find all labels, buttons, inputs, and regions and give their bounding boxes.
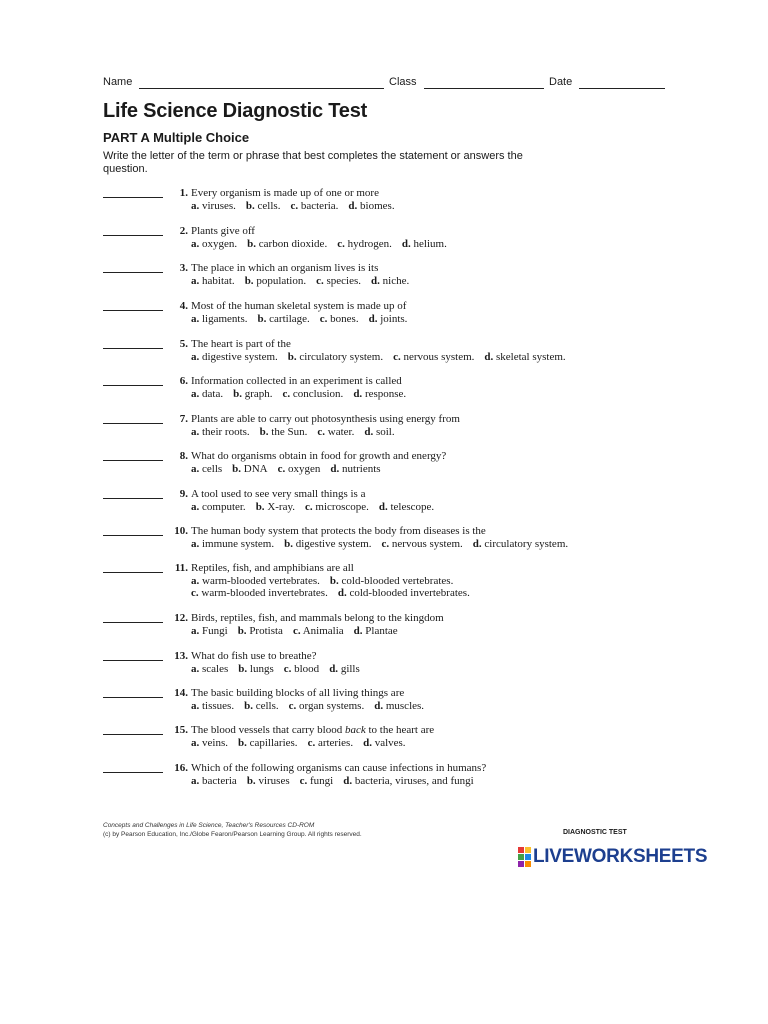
footer — [103, 821, 362, 839]
option-text: bones. — [330, 313, 359, 325]
answer-option — [191, 587, 328, 599]
question-text: The human body system that protects the body from diseases is the — [191, 525, 486, 537]
answer-blank[interactable] — [103, 385, 163, 386]
option-text: Protista — [249, 625, 283, 637]
option-letter: a. — [191, 463, 200, 475]
option-text: bacteria — [202, 775, 237, 787]
question-number: 9. — [179, 488, 188, 500]
question-number: 15. — [174, 724, 188, 736]
part-heading: PART A Multiple Choice — [103, 130, 250, 145]
answer-blank[interactable] — [103, 622, 163, 623]
option-letter: d. — [343, 775, 353, 787]
answer-option — [353, 388, 406, 400]
answer-option — [371, 275, 409, 287]
option-text: species. — [326, 275, 362, 287]
option-letter: a. — [191, 775, 200, 787]
answer-option — [473, 538, 568, 550]
option-text: their roots. — [202, 426, 250, 438]
question-text — [191, 724, 434, 737]
option-text: water. — [327, 426, 355, 438]
option-text: warm-blooded vertebrates. — [202, 575, 320, 587]
answer-option — [364, 426, 394, 438]
option-text: ligaments. — [202, 313, 248, 325]
question-text-part: The blood vessels that carry blood — [191, 724, 345, 736]
option-letter: c. — [381, 538, 390, 550]
answer-option — [191, 351, 278, 363]
option-text: oxygen — [288, 463, 321, 475]
option-letter: b. — [244, 700, 253, 712]
option-text: arteries. — [317, 737, 354, 749]
answer-blank[interactable] — [103, 535, 163, 536]
question-text: Which of the following organisms can cause infections in humans? — [191, 762, 487, 774]
option-letter: d. — [337, 587, 347, 599]
answer-option — [348, 200, 394, 212]
option-letter: c. — [393, 351, 401, 363]
answer-option — [191, 625, 228, 637]
option-letter: d. — [353, 388, 363, 400]
option-letter: c. — [319, 313, 328, 325]
option-text: skeletal system. — [496, 351, 566, 363]
option-letter: a. — [191, 538, 200, 550]
answer-option — [289, 700, 365, 712]
answer-blank[interactable] — [103, 197, 163, 198]
question-text-part: back — [344, 724, 366, 736]
answer-option — [247, 775, 290, 787]
option-letter: a. — [191, 501, 200, 513]
diagnostic-test-label: DIAGNOSTIC TEST — [563, 829, 627, 836]
option-text: population. — [256, 275, 307, 287]
option-letter: d. — [472, 538, 482, 550]
answer-option — [191, 200, 236, 212]
logo-square — [525, 854, 531, 860]
answer-option — [300, 775, 334, 787]
option-text: X-ray. — [267, 501, 296, 513]
option-text: niche. — [382, 275, 410, 287]
option-letter: c. — [277, 463, 286, 475]
option-letter: c. — [288, 700, 297, 712]
option-text: computer. — [202, 501, 246, 513]
option-text: the Sun. — [271, 426, 308, 438]
option-text: scales — [202, 663, 229, 675]
answer-option — [191, 238, 237, 250]
option-letter: b. — [237, 737, 247, 749]
question-number: 2. — [179, 225, 188, 237]
option-text: hydrogen. — [347, 238, 392, 250]
page-title: Life Science Diagnostic Test — [103, 100, 368, 122]
answer-blank[interactable] — [103, 498, 163, 499]
question-number: 5. — [179, 338, 188, 350]
answer-option — [330, 463, 380, 475]
option-text: biomes. — [360, 200, 395, 212]
answer-option — [191, 538, 274, 550]
option-text: nutrients — [342, 463, 381, 475]
question-text: The place in which an organism lives is its — [191, 262, 379, 274]
answer-option — [238, 625, 283, 637]
class-field[interactable] — [424, 88, 544, 89]
answer-option — [191, 313, 248, 325]
option-letter: b. — [329, 575, 339, 587]
answer-option — [246, 200, 281, 212]
option-letter: c. — [337, 238, 345, 250]
answer-option — [393, 351, 474, 363]
option-text: nervous system. — [391, 538, 463, 550]
answer-options — [191, 313, 417, 326]
answer-blank[interactable] — [103, 660, 163, 661]
option-text: fungi — [310, 775, 334, 787]
option-text: oxygen. — [202, 238, 238, 250]
question-number: 11. — [174, 562, 188, 574]
option-letter: a. — [191, 700, 200, 712]
answer-options — [191, 663, 370, 676]
question-number: 3. — [179, 262, 188, 274]
footer-copyright: (c) by Pearson Education, Inc./Globe Fearon/Pearson Learning Group. All rights reserved. — [103, 831, 362, 838]
class-label: Class — [389, 76, 417, 88]
option-text: Animalia — [302, 625, 344, 637]
logo-square — [518, 854, 524, 860]
answer-options — [191, 426, 405, 439]
answer-option — [191, 388, 223, 400]
liveworksheets-logo-icon — [518, 847, 531, 867]
option-text: Fungi — [202, 625, 228, 637]
answer-option — [402, 238, 447, 250]
option-letter: b. — [259, 426, 269, 438]
option-letter: a. — [191, 313, 200, 325]
option-text: graph. — [244, 388, 273, 400]
question-text-part: to the heart are — [365, 724, 435, 736]
option-letter: a. — [191, 663, 200, 675]
option-letter: c. — [290, 200, 299, 212]
option-letter: c. — [305, 501, 313, 513]
answer-option — [278, 463, 321, 475]
name-field[interactable] — [139, 88, 384, 89]
option-letter: c. — [307, 737, 316, 749]
answer-option — [354, 625, 398, 637]
option-text: DNA — [243, 463, 268, 475]
answer-options — [191, 351, 576, 364]
footer-source: Concepts and Challenges in Life Science, Teacher's Resources CD-ROM — [103, 822, 315, 829]
answer-blank[interactable] — [103, 460, 163, 461]
option-text: lungs — [249, 663, 274, 675]
option-letter: d. — [374, 700, 384, 712]
answer-blank[interactable] — [103, 572, 163, 573]
option-letter: a. — [191, 625, 200, 637]
option-text: Plantae — [365, 625, 398, 637]
question-text: Plants give off — [191, 225, 255, 237]
option-letter: d. — [363, 737, 372, 749]
question-text: Plants are able to carry out photosynthesis using energy from — [191, 413, 460, 425]
answer-option — [382, 538, 463, 550]
answer-option — [191, 463, 222, 475]
answer-blank[interactable] — [103, 697, 163, 698]
answer-options — [191, 700, 434, 713]
option-letter: b. — [247, 238, 257, 250]
answer-option — [258, 313, 310, 325]
option-text: digestive system. — [202, 351, 278, 363]
answer-option — [191, 700, 234, 712]
answer-options — [191, 737, 416, 750]
option-letter: a. — [191, 200, 200, 212]
answer-option — [374, 700, 424, 712]
answer-blank[interactable] — [103, 348, 163, 349]
answer-option — [191, 501, 246, 513]
option-letter: d. — [348, 200, 358, 212]
answer-option — [191, 575, 320, 587]
answer-blank[interactable] — [103, 235, 163, 236]
answer-option — [316, 275, 361, 287]
option-text: viruses. — [202, 200, 236, 212]
option-letter: d. — [329, 663, 339, 675]
logo-text: LIVEWORKSHEETS — [533, 846, 708, 867]
answer-option — [320, 313, 359, 325]
answer-option — [238, 663, 273, 675]
question-text: Information collected in an experiment is called — [191, 375, 402, 387]
answer-option — [284, 538, 371, 550]
answer-blank[interactable] — [103, 310, 163, 311]
option-letter: c. — [316, 275, 324, 287]
answer-blank[interactable] — [103, 734, 163, 735]
question-number: 7. — [179, 413, 188, 425]
question-text: What do fish use to breathe? — [191, 650, 317, 662]
option-letter: b. — [284, 538, 293, 550]
answer-option — [290, 200, 338, 212]
option-text: conclusion. — [292, 388, 344, 400]
logo-square — [525, 861, 531, 867]
answer-option — [363, 737, 405, 749]
option-letter: a. — [191, 388, 200, 400]
option-text: habitat. — [202, 275, 235, 287]
option-letter: c. — [282, 388, 291, 400]
option-letter: a. — [191, 275, 200, 287]
option-text: nervous system. — [403, 351, 475, 363]
answer-options — [191, 200, 405, 213]
answer-option — [247, 238, 327, 250]
answer-option — [337, 238, 392, 250]
option-letter: d. — [353, 625, 363, 637]
option-letter: a. — [191, 351, 200, 363]
question-text: What do organisms obtain in food for growth and energy? — [191, 450, 447, 462]
answer-option — [308, 737, 354, 749]
option-letter: d. — [364, 426, 374, 438]
option-text: blood — [294, 663, 320, 675]
logo-square — [525, 847, 531, 853]
answer-options — [191, 587, 480, 600]
option-text: joints. — [380, 313, 408, 325]
answer-option — [191, 426, 250, 438]
answer-option — [317, 426, 354, 438]
answer-option — [191, 663, 228, 675]
option-letter: c. — [299, 775, 308, 787]
answer-option — [283, 388, 344, 400]
option-letter: b. — [246, 775, 256, 787]
option-text: bacteria. — [300, 200, 339, 212]
option-letter: a. — [191, 238, 200, 250]
answer-option — [232, 463, 267, 475]
answer-option — [305, 501, 369, 513]
logo-square — [518, 847, 524, 853]
option-letter: c. — [292, 625, 301, 637]
answer-options — [191, 775, 484, 788]
option-letter: c. — [283, 663, 292, 675]
question-number: 1. — [179, 187, 188, 199]
answer-option — [330, 575, 453, 587]
option-text: carbon dioxide. — [258, 238, 328, 250]
option-letter: d. — [484, 351, 494, 363]
option-letter: d. — [371, 275, 380, 287]
answer-options — [191, 501, 444, 514]
option-letter: a. — [191, 426, 200, 438]
answer-option — [293, 625, 344, 637]
option-letter: a. — [191, 575, 200, 587]
date-label: Date — [549, 76, 573, 88]
answer-option — [288, 351, 383, 363]
option-text: immune system. — [202, 538, 275, 550]
option-text: organ systems. — [299, 700, 365, 712]
option-letter: b. — [233, 388, 242, 400]
option-text: circulatory system. — [299, 351, 384, 363]
option-letter: c. — [317, 426, 325, 438]
option-letter: b. — [245, 200, 255, 212]
question-number: 16. — [174, 762, 188, 774]
option-text: telescope. — [390, 501, 435, 513]
answer-option — [484, 351, 565, 363]
question-text: Birds, reptiles, fish, and mammals belong to the kingdom — [191, 612, 444, 624]
option-text: circulatory system. — [484, 538, 569, 550]
option-text: muscles. — [385, 700, 425, 712]
question-number: 6. — [179, 375, 188, 387]
name-label: Name — [103, 76, 133, 88]
question-number: 13. — [174, 650, 188, 662]
answer-option — [369, 313, 408, 325]
answer-option — [256, 501, 295, 513]
question-text: Reptiles, fish, and amphibians are all — [191, 562, 354, 574]
answer-blank[interactable] — [103, 772, 163, 773]
option-letter: d. — [330, 463, 340, 475]
question-text: A tool used to see very small things is a — [191, 488, 366, 500]
option-text: cells. — [257, 200, 281, 212]
option-text: cells. — [255, 700, 279, 712]
question-number: 10. — [174, 525, 188, 537]
option-letter: b. — [232, 463, 242, 475]
answer-option — [260, 426, 308, 438]
option-text: gills — [340, 663, 360, 675]
instructions: Write the letter of the term or phrase that best completes the statement or answers the question. — [103, 150, 523, 175]
option-text: veins. — [202, 737, 228, 749]
option-letter: d. — [368, 313, 378, 325]
option-text: response. — [364, 388, 407, 400]
answer-options — [191, 238, 457, 251]
answer-option — [343, 775, 473, 787]
answer-option — [329, 663, 360, 675]
answer-option — [191, 737, 228, 749]
option-letter: b. — [257, 313, 267, 325]
option-letter: b. — [244, 275, 254, 287]
logo-square — [518, 861, 524, 867]
answer-option — [245, 275, 306, 287]
answer-blank[interactable] — [103, 423, 163, 424]
answer-options — [191, 625, 408, 638]
date-field[interactable] — [579, 88, 665, 89]
header-row — [103, 76, 665, 92]
option-text: capillaries. — [249, 737, 298, 749]
question-number: 4. — [179, 300, 188, 312]
answer-option — [191, 775, 237, 787]
answer-option — [284, 663, 319, 675]
option-text: valves. — [374, 737, 406, 749]
question-number: 8. — [179, 450, 188, 462]
option-text: helium. — [413, 238, 447, 250]
option-letter: b. — [287, 351, 297, 363]
question-text: The heart is part of the — [191, 338, 291, 350]
option-text: cells — [202, 463, 223, 475]
option-text: warm-blooded invertebrates. — [201, 587, 328, 599]
answer-option — [338, 587, 470, 599]
liveworksheets-logo — [518, 846, 707, 868]
option-letter: d. — [378, 501, 388, 513]
option-text: data. — [202, 388, 224, 400]
option-letter: d. — [401, 238, 411, 250]
option-text: tissues. — [202, 700, 235, 712]
question-text: Most of the human skeletal system is made up of — [191, 300, 407, 312]
option-text: digestive system. — [295, 538, 372, 550]
option-letter: c. — [191, 587, 199, 599]
answer-options — [191, 275, 419, 288]
answer-option — [238, 737, 298, 749]
answer-option — [191, 275, 235, 287]
option-text: bacteria, viruses, and fungi — [354, 775, 474, 787]
question-text: Every organism is made up of one or more — [191, 187, 379, 199]
answer-options — [191, 388, 416, 401]
answer-blank[interactable] — [103, 272, 163, 273]
option-letter: a. — [191, 737, 200, 749]
option-text: cold-blooded invertebrates. — [349, 587, 470, 599]
answer-option — [244, 700, 279, 712]
option-text: cartilage. — [269, 313, 310, 325]
option-text: viruses — [258, 775, 290, 787]
option-letter: b. — [255, 501, 265, 513]
option-text: microscope. — [315, 501, 369, 513]
answer-option — [379, 501, 434, 513]
question-number: 14. — [174, 687, 188, 699]
option-letter: b. — [237, 625, 247, 637]
question-text: The basic building blocks of all living things are — [191, 687, 405, 699]
answer-options — [191, 538, 578, 551]
question-number: 12. — [174, 612, 188, 624]
answer-options — [191, 463, 391, 476]
option-text: cold-blooded vertebrates. — [341, 575, 454, 587]
option-letter: b. — [238, 663, 248, 675]
option-text: soil. — [375, 426, 395, 438]
answer-option — [233, 388, 272, 400]
